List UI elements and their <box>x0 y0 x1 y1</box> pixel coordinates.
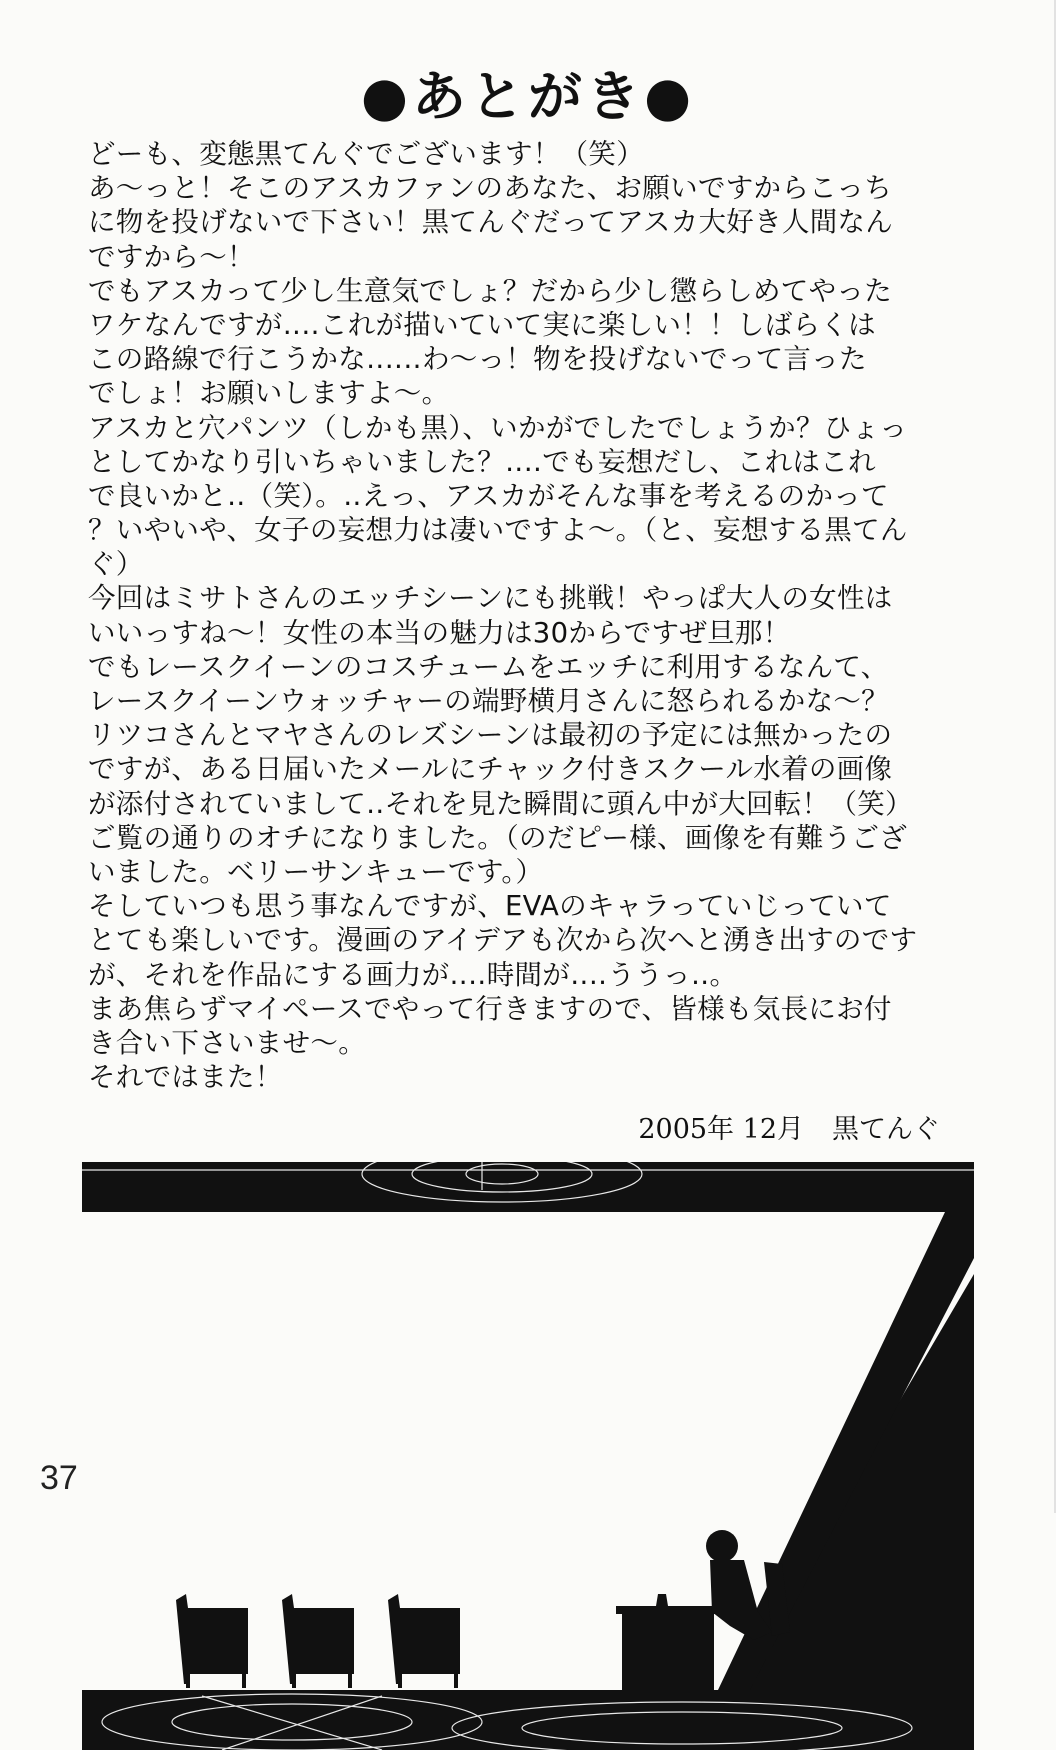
body-line: で良いかと‥（笑）。‥えっ、アスカがそんな事を考えるのかって <box>88 479 889 512</box>
body-line: でもアスカって少し生意気でしょ？だから少し懲らしめてやった <box>88 274 892 307</box>
body-line: ですから～！ <box>88 240 255 273</box>
signature-date: 2005年 12月 <box>638 1114 804 1145</box>
body-line: まあ焦らずマイペースでやって行きますので、皆様も気長にお付 <box>88 992 892 1025</box>
body-line: 今回はミサトさんのエッチシーンにも挑戦！やっぱ大人の女性は <box>88 582 893 615</box>
body-line: どーも、変態黒てんぐでございます！（笑） <box>88 138 644 170</box>
body-line: リツコさんとマヤさんのレズシーンは最初の予定には無かったの <box>88 719 893 752</box>
body-line: ご覧の通りのオチになりました。（のだピー様、画像を有難うござ <box>88 821 908 854</box>
body-line: でしょ！お願いしますよ～。 <box>88 377 450 410</box>
body-line: いました。ベリーサンキューです。） <box>88 855 544 888</box>
body-line: ？いやいや、女子の妄想力は凄いですよ～。（と、妄想する黒てん <box>88 514 908 547</box>
signature-author: 黒てんぐ <box>832 1114 940 1145</box>
signature <box>638 1112 940 1148</box>
body-line: としてかなり引いちゃいました？‥‥でも妄想だし、これはこれ <box>88 445 876 478</box>
page-title: ●あとがき● <box>360 65 696 128</box>
body-line: き合い下さいませ～。 <box>88 1026 366 1059</box>
body-line: この路線で行こうかな‥‥‥わ～っ！物を投げないでって言った <box>88 343 867 376</box>
body-line: に物を投げないで下さい！黒てんぐだってアスカ大好き人間なん <box>88 206 894 239</box>
chairs <box>176 1594 460 1688</box>
body-line: アスカと穴パンツ（しかも黒）、いかがでしたでしょうか？ひょっ <box>88 411 908 444</box>
illustration-svg <box>82 1162 974 1750</box>
afterword-body <box>88 137 968 1094</box>
body-line: ワケなんですが‥‥これが描いていて実に楽しい！！しばらくは <box>88 308 876 341</box>
page-number: 37 <box>40 1459 78 1497</box>
floor <box>82 1690 974 1750</box>
body-line: それではまた！ <box>88 1061 283 1094</box>
body-line: そしていつも思う事なんですが、EVAのキャラっていじっていて <box>88 890 892 923</box>
body-line: レースクイーンウォッチャーの端野横月さんに怒られるかな～？ <box>88 685 889 717</box>
body-line: いいっすね～！女性の本当の魅力は30からですぜ旦那！ <box>88 616 791 649</box>
body-line: が添付されていまして‥それを見た瞬間に頭ん中が大回転！（笑） <box>88 787 913 820</box>
body-line: ですが、ある日届いたメールにチャック付きスクール水着の画像 <box>88 753 893 786</box>
body-line: とても楽しいです。漫画のアイデアも次から次へと湧き出すのです <box>88 924 918 957</box>
body-line: が、それを作品にする画力が‥‥時間が‥‥ううっ‥。 <box>88 958 738 991</box>
command-room-illustration <box>82 1162 974 1750</box>
body-line: あ～っと！そこのアスカファンのあなた、お願いですからこっち <box>88 172 892 205</box>
body-line: ぐ） <box>88 548 144 581</box>
body-line: でもレースクイーンのコスチュームをエッチに利用するなんて、 <box>88 650 889 683</box>
